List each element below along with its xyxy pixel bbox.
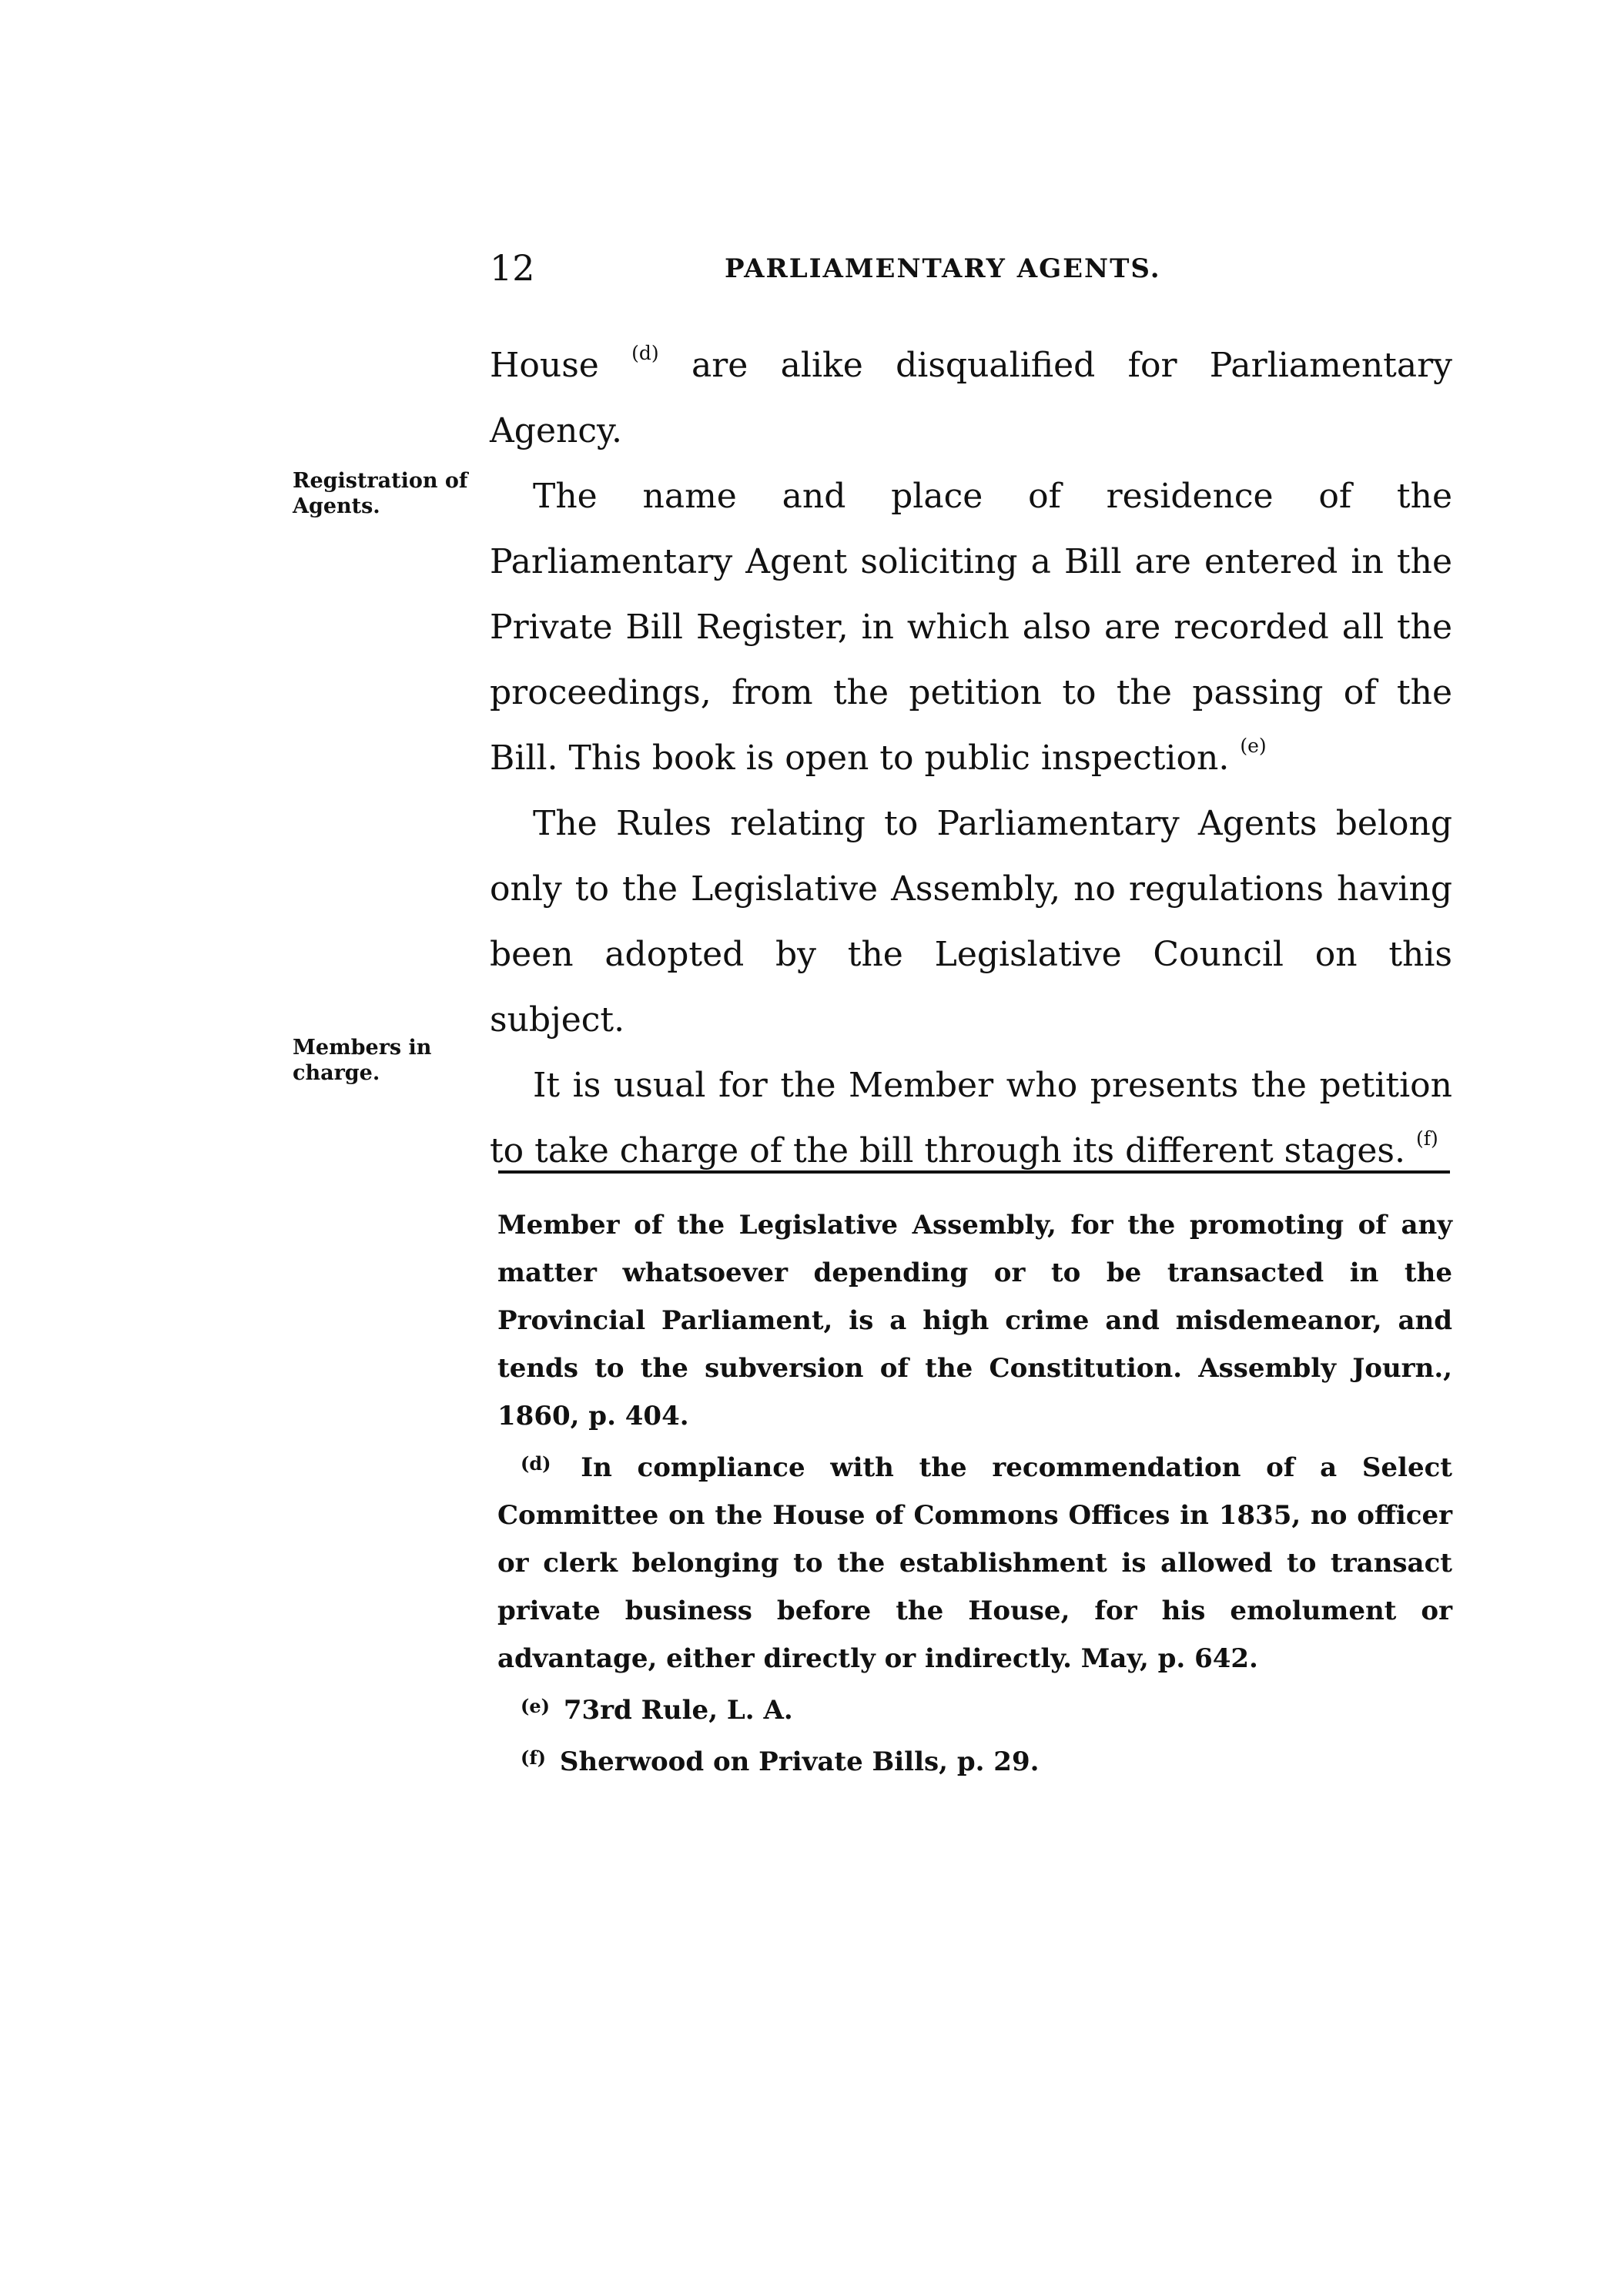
footnote-text: 73rd Rule, L. A. — [563, 1695, 793, 1726]
paragraph-text: The name and place of residence of the Parliamentary Agent soliciting a Bill are entered in the Private Bill Register, in which also are recorded all the proceedings, from the petition to the passing of the Bill. This book is open to public inspection. — [490, 477, 1452, 778]
footnote-e — [497, 1683, 1452, 1734]
paragraph-text: are alike disqualified for Parliamentary Agency. — [490, 346, 1452, 450]
page-number: 12 — [490, 247, 535, 289]
footnote-divider — [498, 1170, 1450, 1174]
running-head: PARLIAMENTARY AGENTS. — [725, 253, 1161, 284]
margin-note-members: Members in charge. — [293, 1036, 432, 1085]
paragraph-rules — [490, 791, 1452, 1053]
footnote-ref-f: (f) — [1415, 1127, 1438, 1150]
footnote-ref-d: (d) — [631, 342, 659, 364]
paragraph-disqualified — [490, 333, 1452, 464]
paragraph-members — [490, 1053, 1452, 1184]
footnote-mark-e: (e) — [521, 1695, 550, 1717]
footnotes — [497, 1201, 1452, 1786]
paragraph-text: It is usual for the Member who presents the petition to take charge of the bill through its different stages. — [490, 1066, 1452, 1170]
paragraph-text: House — [490, 346, 599, 385]
footnote-mark-f: (f) — [521, 1746, 547, 1769]
footnote-f — [497, 1734, 1452, 1786]
page-header — [490, 245, 1452, 291]
footnote-text: Sherwood on Private Bills, p. 29. — [559, 1746, 1040, 1777]
footnote-continued: Member of the Legislative Assembly, for the promoting of any matter whatsoever depending or to be transacted in the Provincial Parliament, is a high crime and misdemeanor, and tends to the subversion of the Constitution. Assembly Journ., 1860, p. 404. — [497, 1210, 1452, 1431]
paragraph-registration — [490, 464, 1452, 791]
footnote-mark-d: (d) — [521, 1452, 551, 1475]
main-text — [490, 333, 1452, 1184]
margin-note-registration: Registration of Agents. — [293, 469, 468, 518]
footnote-text: In compliance with the recommendation of a Select Committee on the House of Commons Offices in 1835, no officer or clerk belonging to the establishment is allowed to transact private business before the House, for his emolument or advantage, either directly or indirectly. May, p. 642. — [497, 1452, 1453, 1674]
footnote-ref-e: (e) — [1240, 735, 1267, 757]
footnote-d — [497, 1440, 1452, 1683]
paragraph-text: The Rules relating to Parliamentary Agents belong only to the Legislative Assembly, no regulations having been adopted by the Legislative Council on this subject. — [490, 804, 1452, 1040]
